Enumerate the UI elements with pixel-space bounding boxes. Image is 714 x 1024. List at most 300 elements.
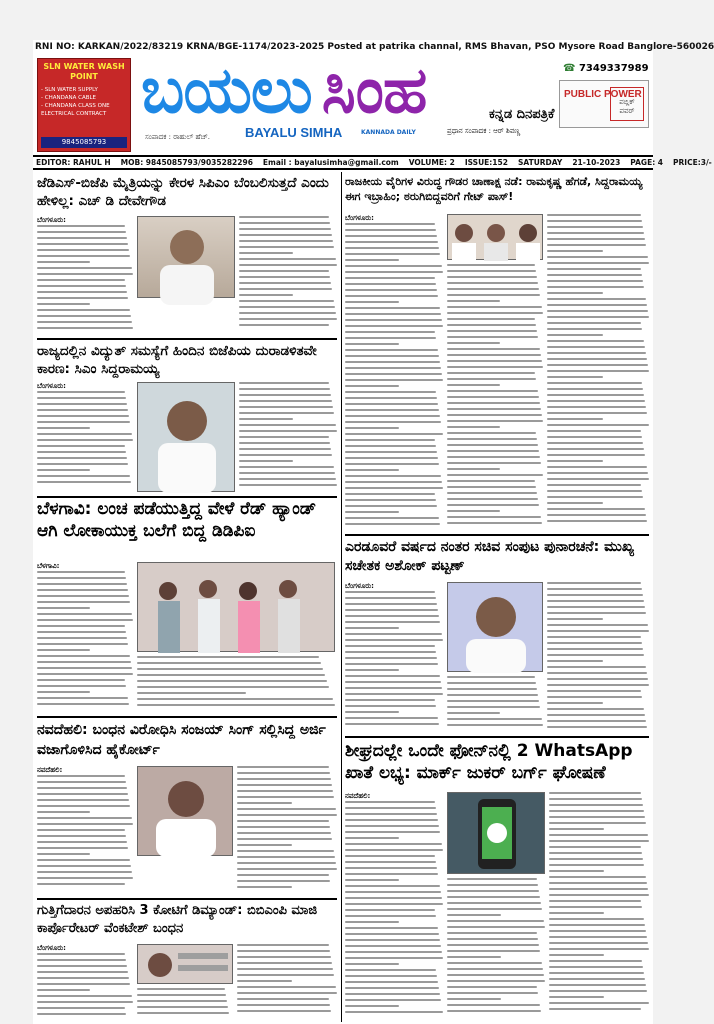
body-text-line <box>547 648 643 650</box>
body-text-line <box>345 801 435 803</box>
body-text-line <box>345 253 440 255</box>
body-text-line <box>37 309 130 311</box>
body-text-line <box>447 396 539 398</box>
body-text-line <box>37 469 90 471</box>
body-text-line <box>547 298 646 300</box>
body-text-line <box>447 498 538 500</box>
body-text-line <box>345 699 435 701</box>
body-text-line <box>547 250 603 252</box>
body-text-line <box>237 862 336 864</box>
body-text-line <box>547 418 603 420</box>
body-text-line <box>447 450 539 452</box>
body-text-line <box>547 370 649 372</box>
body-text-line <box>137 674 325 676</box>
body-text-line <box>37 397 126 399</box>
body-text-line <box>547 382 642 384</box>
body-text-line <box>447 908 542 910</box>
body-text-line <box>345 241 438 243</box>
body-text-line <box>547 346 645 348</box>
body-text-line <box>237 826 330 828</box>
body-text-line <box>547 388 643 390</box>
group-photo <box>448 215 544 261</box>
body-text-line <box>547 714 645 716</box>
body-text-line <box>137 1000 227 1002</box>
body-text-line <box>345 807 436 809</box>
body-text-line <box>345 325 443 327</box>
body-text-line <box>237 790 333 792</box>
body-text-line <box>345 603 437 605</box>
body-text-line <box>549 948 649 950</box>
story-headline: ಎರಡೂವರೆ ವರ್ಷದ ನಂತರ ಸಚಿವ ಸಂಪುಟ ಪುನಾರಚನೆ: ಮುಖ್ಯ ಸಚೇತಕ ಅಶೋಕ್ ಪಟ್ಟಣ್ <box>345 539 634 574</box>
body-text-line <box>345 651 436 653</box>
body-text-line <box>37 249 129 251</box>
body-text-line <box>37 853 90 855</box>
body-text-line <box>549 996 604 998</box>
body-text-line <box>547 520 647 522</box>
story-body-col3 <box>237 944 337 1020</box>
newspaper-title <box>141 52 426 130</box>
body-text-line <box>37 841 127 843</box>
body-text-line <box>549 822 646 824</box>
body-text-line <box>237 772 330 774</box>
body-text-line <box>37 291 127 293</box>
body-text-line <box>549 834 648 836</box>
body-text-line <box>239 270 329 272</box>
body-text-line <box>237 874 329 876</box>
editor-tagline: ಸಂಪಾದಕ : ರಾಹುಲ್ ಹೆಚ್. <box>145 133 210 141</box>
body-text-line <box>345 825 439 827</box>
body-text-line <box>345 301 399 303</box>
body-text-line <box>549 918 644 920</box>
body-text-line <box>345 963 399 965</box>
body-text-line <box>237 838 332 840</box>
story-body-col2 <box>237 766 337 894</box>
kannada-daily-label: KANNADA DAILY <box>361 129 416 136</box>
title-english: BAYALU SIMHA <box>245 125 343 140</box>
story-body-col1 <box>37 766 133 894</box>
body-text-line <box>447 878 537 880</box>
body-text-line <box>37 243 128 245</box>
body-text-line <box>447 706 540 708</box>
body-text-line <box>547 490 642 492</box>
body-text-line <box>345 957 443 959</box>
body-text-line <box>345 337 436 339</box>
body-text-line <box>547 472 648 474</box>
body-text-line <box>549 870 604 872</box>
body-text-line <box>345 391 436 393</box>
story-body-col3 <box>549 792 649 1018</box>
body-text-line <box>37 817 132 819</box>
body-text-line <box>447 288 539 290</box>
body-text-line <box>345 693 443 695</box>
body-text-line <box>547 508 645 510</box>
body-text-line <box>549 966 643 968</box>
body-text-line <box>237 1004 330 1006</box>
body-text-line <box>447 932 537 934</box>
body-text-line <box>345 469 399 471</box>
body-text-line <box>239 216 329 218</box>
body-text-line <box>345 891 441 893</box>
body-text-line <box>547 666 646 668</box>
body-text-line <box>137 1012 229 1014</box>
body-text-line <box>37 631 126 633</box>
story-separator <box>37 716 337 718</box>
body-text-line <box>345 855 435 857</box>
body-text-line <box>239 300 334 302</box>
story-power-crisis <box>37 342 337 494</box>
body-text-line <box>447 480 535 482</box>
body-text-line <box>547 424 649 426</box>
body-text-line <box>447 522 542 524</box>
body-text-line <box>345 879 399 881</box>
body-text-line <box>547 660 603 662</box>
body-text-line <box>237 814 337 816</box>
body-text-line <box>547 690 641 692</box>
story-headline: ಗುತ್ತಿಗೆದಾರನ ಅಪಹರಿಸಿ 3 ಕೋಟಿಗೆ ಡಿಮ್ಯಾಂಡ್: ಬಿಬಿಎಂಪಿ ಮಾಜಿ ಕಾರ್ಪೊರೇಟರ್ ವೆಂಕಟೇಶ್ ಬಂಧನ <box>37 903 318 936</box>
story-headline: ಶೀಘ್ರದಲ್ಲೇ ಒಂದೇ ಫೋನ್‌ನಲ್ಲಿ 2 WhatsApp ಖಾತೆ ಲಭ್ಯ: ಮಾರ್ಕ್ ಜುಕರ್ ಬರ್ಗ್ ಘೋಷಣೆ <box>345 741 633 783</box>
body-text-line <box>237 992 337 994</box>
body-text-line <box>237 850 334 852</box>
price: PRICE:3/- <box>673 158 712 167</box>
photo-belagavi <box>137 562 335 652</box>
story-body-col1 <box>37 562 133 712</box>
story-cabinet-reshuffle <box>345 538 649 734</box>
body-text-line <box>447 366 543 368</box>
body-text-line <box>37 1007 125 1009</box>
body-text-line <box>239 312 336 314</box>
story-body-col1 <box>37 216 133 334</box>
editor-name: EDITOR: RAHUL H <box>36 158 111 167</box>
body-text-line <box>547 262 649 264</box>
body-text-line <box>447 378 536 380</box>
body-text-line <box>237 856 335 858</box>
story-separator <box>37 338 337 340</box>
body-text-line <box>239 436 329 438</box>
body-text-line <box>547 232 644 234</box>
body-text-line <box>345 505 437 507</box>
story-body-col1 <box>345 214 443 530</box>
body-text-line <box>547 448 644 450</box>
ad-public-power <box>559 80 649 128</box>
body-text-line <box>547 274 642 276</box>
body-text-line <box>447 510 500 512</box>
body-text-line <box>547 220 642 222</box>
body-text-line <box>345 313 441 315</box>
body-text-line <box>549 984 646 986</box>
story-headline: ಜೆಡಿಎಸ್-ಬಿಜೆಪಿ ಮೈತ್ರಿಯನ್ನು ಕೇರಳ ಸಿಪಿಎಂ ಬೆಂಬಲಿಸುತ್ತದೆ ಎಂದು ಹೇಳಿಲ್ಲ: ಎಚ್ ಡಿ ದೇವೇಗೌಡ <box>37 175 329 209</box>
body-text-line <box>37 793 128 795</box>
body-text-line <box>37 475 130 477</box>
body-text-line <box>345 627 399 629</box>
day: SATURDAY <box>517 158 563 167</box>
body-text-line <box>345 481 442 483</box>
body-text-line <box>447 914 501 916</box>
body-text-line <box>447 492 537 494</box>
body-text-line <box>547 406 646 408</box>
body-text-line <box>345 837 399 839</box>
body-text-line <box>345 367 441 369</box>
body-text-line <box>547 322 641 324</box>
body-text-line <box>547 280 643 282</box>
body-text-line <box>37 673 133 675</box>
body-text-line <box>549 972 644 974</box>
body-text-line <box>549 936 647 938</box>
body-text-line <box>447 432 536 434</box>
story-headline: ರಾಜಕೀಯ ವೈರಿಗಳ ವಿರುದ್ಧ ಗೌಡರ ಚಾಣಾಕ್ಷ ನಡೆ: ರಾಮಕೃಷ್ಣ ಹೆಗಡೆ, ಸಿದ್ದರಾಮಯ್ಯ ಈಗ ಇಬ್ರಾಹಿಂ; ಠರುಗಿಬಿದ್ದವರಿಗೆ ಗೇಟ್ ಪಾಸ್! <box>345 175 643 203</box>
body-text-line <box>239 406 333 408</box>
story-body-col2 <box>447 264 543 530</box>
body-text-line <box>239 252 293 254</box>
body-text-line <box>37 637 127 639</box>
ad-line: - CHANDANA CLASS ONE ELECTRICAL CONTRACT <box>41 103 110 117</box>
body-text-line <box>37 583 127 585</box>
body-text-line <box>137 704 335 706</box>
body-text-line <box>239 306 335 308</box>
body-text-line <box>37 255 130 257</box>
body-text-line <box>345 319 442 321</box>
dateline: ಬೆಂಗಳೂರು: <box>345 582 374 590</box>
body-text-line <box>549 858 643 860</box>
body-text-line <box>547 496 643 498</box>
body-text-line <box>345 687 442 689</box>
body-text-line <box>447 264 535 266</box>
column-divider <box>341 172 342 1022</box>
whatsapp-phone <box>563 63 649 74</box>
body-text-line <box>239 388 330 390</box>
body-text-line <box>547 720 646 722</box>
body-text-line <box>239 412 334 414</box>
body-text-line <box>549 888 648 890</box>
body-text-line <box>549 852 642 854</box>
body-text-line <box>447 426 500 428</box>
body-text-line <box>137 662 321 664</box>
body-text-line <box>237 998 329 1000</box>
story-body-col2 <box>447 676 543 732</box>
body-text-line <box>345 903 443 905</box>
photo-sanjay-singh <box>137 766 233 856</box>
body-text-line <box>547 244 646 246</box>
body-text-line <box>137 994 226 996</box>
dateline: ಬೆಂಗಳೂರು: <box>37 944 66 952</box>
body-text-line <box>239 294 293 296</box>
body-text-line <box>547 214 641 216</box>
body-text-line <box>345 909 435 911</box>
dateline: ನವದೆಹಲಿ: <box>37 766 63 774</box>
body-text-line <box>345 633 442 635</box>
body-text-line <box>239 424 336 426</box>
body-text-line <box>547 726 647 728</box>
body-text-line <box>37 321 132 323</box>
person-photo <box>138 217 236 299</box>
body-text-line <box>37 607 90 609</box>
ad-title: SLN WATER WASH POINT <box>43 62 125 81</box>
body-text-line <box>345 439 435 441</box>
body-text-line <box>37 427 90 429</box>
body-text-line <box>239 318 337 320</box>
body-text-line <box>37 595 129 597</box>
body-text-line <box>345 523 440 525</box>
ad-line: - CHANDANA CABLE <box>41 95 97 101</box>
body-text-line <box>237 802 292 804</box>
body-text-line <box>447 962 542 964</box>
body-text-line <box>549 840 649 842</box>
kannada-dinapatrike: ಕನ್ನಡ ದಿನಪತ್ರಿಕೆ <box>489 107 555 122</box>
body-text-line <box>345 987 439 989</box>
body-text-line <box>447 312 543 314</box>
body-text-line <box>447 330 537 332</box>
body-text-line <box>37 799 129 801</box>
story-body-col2 <box>447 878 545 1018</box>
story-body-col1 <box>37 382 133 492</box>
body-text-line <box>547 400 645 402</box>
body-text-line <box>345 265 442 267</box>
body-text-line <box>447 694 538 696</box>
body-text-line <box>37 439 133 441</box>
body-text-line <box>447 372 535 374</box>
story-body-col1 <box>37 944 133 1020</box>
photo-venkatesh <box>137 944 233 984</box>
body-text-line <box>37 685 126 687</box>
ad-public-power-sub: ಪಬ್ಲಿಕ್ ಪವರ್ <box>610 87 644 121</box>
body-text-line <box>447 688 537 690</box>
body-text-line <box>345 415 440 417</box>
body-text-line <box>345 597 436 599</box>
body-text-line <box>345 1005 399 1007</box>
body-text-line <box>37 775 125 777</box>
body-text-line <box>547 286 644 288</box>
body-text-line <box>37 953 125 955</box>
body-text-line <box>37 619 133 621</box>
body-text-line <box>447 474 543 476</box>
body-text-line <box>237 832 331 834</box>
body-text-line <box>547 304 647 306</box>
body-text-line <box>549 846 641 848</box>
body-text-line <box>549 810 644 812</box>
body-text-line <box>37 703 129 705</box>
registration-line: RNI NO: KARKAN/2022/83219 KRNA/BGE-1174/2023-2025 Posted at patrika channal, RMS Bhavan, PSO Mysore Road Banglore-560026 <box>35 42 714 52</box>
dateline: ಬೆಂಗಳೂರು: <box>345 214 374 222</box>
body-text-line <box>447 682 536 684</box>
body-text-line <box>447 456 540 458</box>
body-text-line <box>447 926 545 928</box>
body-text-line <box>345 945 441 947</box>
body-text-line <box>547 600 644 602</box>
body-text-line <box>345 645 435 647</box>
body-text-line <box>37 481 131 483</box>
body-text-line <box>549 942 648 944</box>
page-number: PAGE: 4 <box>630 158 664 167</box>
newspaper-page <box>33 40 714 1024</box>
person-photo <box>138 767 234 857</box>
body-text-line <box>345 639 443 641</box>
body-text-line <box>547 672 647 674</box>
body-text-line <box>547 430 641 432</box>
body-text-line <box>37 391 125 393</box>
body-text-line <box>345 457 438 459</box>
body-text-line <box>547 696 642 698</box>
body-text-line <box>549 912 604 914</box>
body-text-line <box>37 463 128 465</box>
body-text-line <box>447 390 538 392</box>
body-text-line <box>345 271 443 273</box>
body-text-line <box>447 902 541 904</box>
body-text-line <box>547 454 645 456</box>
story-separator <box>345 534 649 536</box>
whatsapp-icon: ☎ <box>563 63 576 74</box>
body-text-line <box>547 606 645 608</box>
body-text-line <box>37 977 129 979</box>
body-text-line <box>547 630 649 632</box>
body-text-line <box>239 466 334 468</box>
body-text-line <box>237 844 292 846</box>
body-text-line <box>345 723 439 725</box>
dateline: ಬೆಂಗಳೂರು: <box>37 382 66 390</box>
body-text-line <box>547 310 648 312</box>
body-text-line <box>239 418 293 420</box>
body-text-line <box>37 327 133 329</box>
body-text-line <box>345 681 441 683</box>
volume: VOLUME: 2 <box>408 158 455 167</box>
body-text-line <box>549 930 646 932</box>
body-text-line <box>239 430 337 432</box>
body-text-line <box>447 974 544 976</box>
body-text-line <box>37 965 127 967</box>
body-text-line <box>549 900 641 902</box>
body-text-line <box>137 698 333 700</box>
body-text-line <box>547 460 603 462</box>
group-photo <box>138 563 336 653</box>
body-text-line <box>37 261 90 263</box>
body-text-line <box>345 717 438 719</box>
body-text-line <box>237 986 336 988</box>
body-text-line <box>447 360 542 362</box>
body-text-line <box>549 894 649 896</box>
body-text-line <box>345 921 399 923</box>
body-text-line <box>37 877 133 879</box>
body-text-line <box>549 882 647 884</box>
body-text-line <box>547 702 603 704</box>
body-text-line <box>547 678 648 680</box>
body-text-line <box>239 282 331 284</box>
person-photo <box>138 383 236 493</box>
story-body-col1 <box>345 582 443 732</box>
body-text-line <box>345 981 438 983</box>
body-text-line <box>37 655 130 657</box>
body-text-line <box>447 998 501 1000</box>
body-text-line <box>37 445 125 447</box>
body-text-line <box>447 408 541 410</box>
body-text-line <box>137 686 329 688</box>
body-text-line <box>37 989 90 991</box>
body-text-line <box>345 591 435 593</box>
body-text-line <box>37 231 126 233</box>
body-text-line <box>37 667 132 669</box>
person-photo <box>138 945 234 985</box>
body-text-line <box>549 804 643 806</box>
body-text-line <box>345 609 438 611</box>
body-text-line <box>137 680 327 682</box>
body-text-line <box>137 692 246 694</box>
body-text-line <box>239 382 329 384</box>
body-text-line <box>549 828 604 830</box>
body-text-line <box>37 805 130 807</box>
body-text-line <box>37 823 133 825</box>
body-text-line <box>345 873 438 875</box>
body-text-line <box>37 679 125 681</box>
body-text-line <box>345 939 440 941</box>
body-text-line <box>37 1001 133 1003</box>
body-text-line <box>547 376 603 378</box>
